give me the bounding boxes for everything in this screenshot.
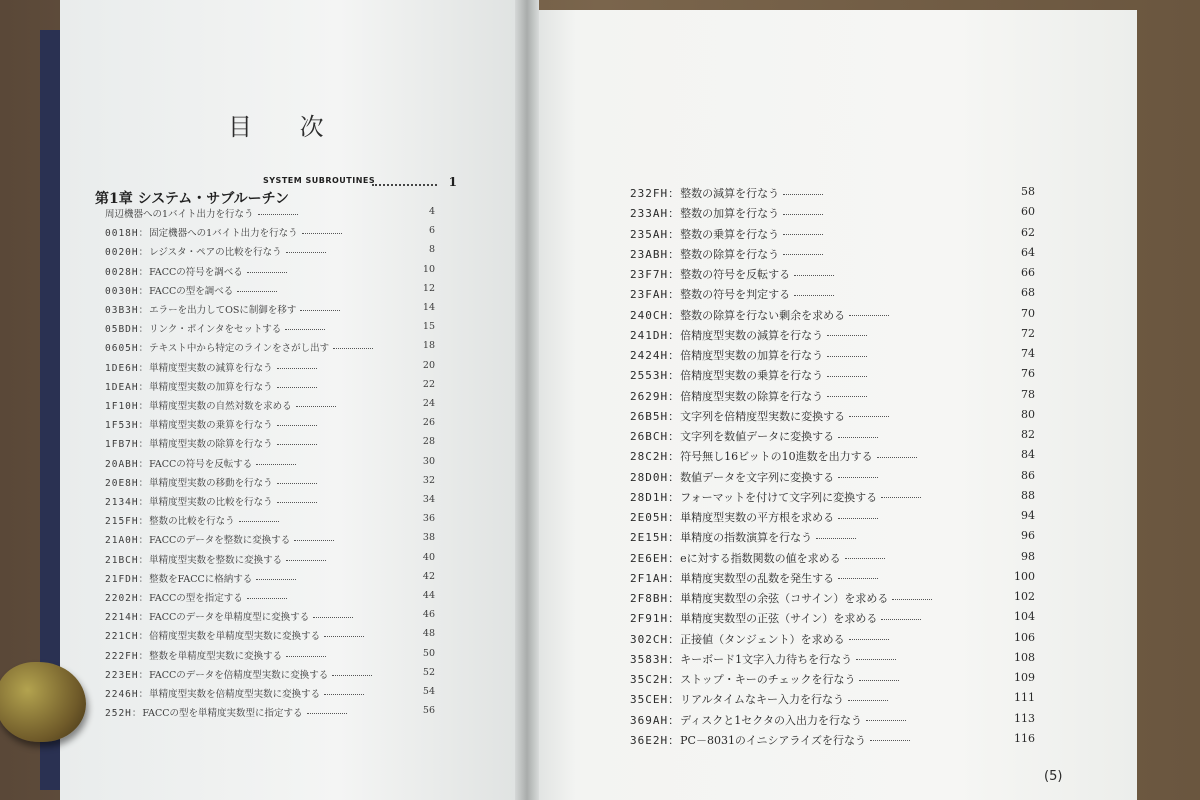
toc-entry-title: 文字列を倍精度型実数に変換する — [680, 409, 846, 423]
page-number: (5) — [1044, 769, 1063, 784]
toc-entry-title: 整数の除算を行なう — [680, 247, 780, 261]
toc-entry-leader — [296, 406, 336, 407]
toc-entry-page: 14 — [422, 302, 435, 313]
toc-entry-code: 2553H： — [630, 369, 681, 383]
toc-entry-code: 21BCH： — [105, 554, 150, 566]
toc-entry — [105, 552, 435, 571]
toc-entry-title: 倍精度型実数の除算を行なう — [680, 389, 824, 403]
toc-entry-title: 整数をFACCに格納する — [149, 573, 253, 585]
toc-entry-code: 215FH： — [105, 516, 150, 528]
toc-entry-title: 単精度型実数の減算を行なう — [149, 362, 273, 374]
toc-entry-code: 05BDH： — [105, 324, 150, 336]
toc-entry-code: 0018H： — [105, 228, 150, 240]
toc-entry-title: 整数の符号を判定する — [680, 288, 791, 302]
toc-entry — [630, 631, 1035, 651]
toc-entry — [105, 264, 435, 283]
toc-entry-title: FACCの型を調べる — [149, 285, 234, 297]
toc-entry — [630, 469, 1035, 489]
toc-entry — [105, 590, 435, 609]
toc-entry-title: 単精度型実数の平方根を求める — [680, 511, 835, 524]
toc-entry-code: 21FDH： — [105, 573, 150, 585]
toc-entry — [105, 244, 435, 263]
toc-entry-page: 42 — [422, 570, 435, 582]
toc-entry-page: 50 — [422, 647, 435, 659]
chapter-heading — [95, 175, 457, 207]
toc-entry — [630, 286, 1035, 306]
toc-entry — [105, 513, 435, 532]
toc-entry-code: 241DH： — [630, 328, 681, 342]
toc-entry — [105, 225, 435, 244]
toc-entry-title: 単精度実数型の余弦（コサイン）を求める — [680, 592, 889, 605]
toc-entry-page: 10 — [422, 263, 435, 275]
toc-entry-leader — [324, 636, 364, 637]
toc-entry-code: 369AH： — [630, 713, 681, 727]
toc-entry — [630, 489, 1035, 509]
toc-entry-page: 6 — [428, 225, 435, 237]
toc-entry-leader — [332, 675, 372, 676]
toc-entry-title: 倍精度型実数の減算を行なう — [680, 328, 824, 342]
toc-entry — [105, 283, 435, 302]
toc-entry-leader — [783, 254, 823, 255]
toc-entry-leader — [794, 295, 834, 296]
toc-entry-leader — [307, 713, 347, 714]
toc-entry-leader — [294, 540, 334, 541]
toc-entry-title: 周辺機器への1バイト出力を行なう — [105, 209, 254, 220]
toc-entry-title: 整数の乗算を行なう — [680, 227, 780, 241]
toc-entry-leader — [827, 356, 867, 357]
toc-entry — [630, 448, 1035, 468]
toc-entry-code: 20E8H： — [105, 477, 150, 489]
toc-entry — [630, 408, 1035, 428]
toc-entry-title: 正接値（タンジェント）を求める — [680, 632, 845, 646]
toc-entry-page: 52 — [422, 666, 435, 678]
toc-entry-code: 2F8BH： — [630, 592, 681, 605]
toc-entry-title: 固定機器への1バイト出力を行なう — [149, 228, 298, 240]
toc-entry-code: 28D1H： — [630, 490, 681, 504]
toc-entry-page: 34 — [422, 494, 435, 505]
toc-entry-leader — [277, 425, 317, 426]
toc-entry-code: 1DEAH： — [105, 381, 150, 393]
toc-entry — [105, 206, 435, 225]
toc-entry-title: リアルタイムなキー入力を行なう — [680, 693, 845, 707]
toc-entry — [630, 610, 1035, 630]
toc-entry-page: 76 — [1021, 367, 1035, 381]
toc-entry-page: 32 — [422, 474, 435, 486]
toc-entry-leader — [859, 680, 899, 681]
toc-entry-page: 15 — [422, 321, 435, 333]
toc-entry-page: 48 — [422, 628, 435, 640]
toc-entry-page: 24 — [422, 398, 435, 409]
toc-entry — [630, 732, 1035, 752]
toc-entry-page: 109 — [1014, 671, 1035, 684]
toc-entry-leader — [333, 348, 373, 349]
toc-entry-title: 単精度型実数を倍精度型実数に変換する — [149, 689, 321, 700]
toc-entry — [105, 321, 435, 340]
toc-entry-code: 21A0H： — [105, 535, 150, 547]
toc-entry-code: 223EH： — [105, 669, 150, 681]
toc-entry-code: 2214H： — [105, 612, 150, 624]
toc-entry-title: 単精度型実数の乗算を行なう — [149, 420, 273, 432]
chapter-page-number: 1 — [448, 175, 457, 189]
toc-entry-title: エラーを出力してOSに制御を移す — [149, 305, 297, 316]
toc-entry-title: FACCの型を単精度実数型に指定する — [142, 708, 303, 720]
toc-entry-page: 54 — [422, 686, 435, 697]
toc-entry-code: 35C2H： — [630, 673, 681, 686]
toc-entry-page: 28 — [422, 436, 435, 448]
toc-entry-page: 26 — [422, 417, 435, 429]
toc-entry-code: 28D0H： — [630, 470, 681, 484]
toc-entry-page: 100 — [1014, 569, 1035, 583]
toc-entry-leader — [881, 619, 921, 620]
toc-entry — [630, 570, 1035, 590]
toc-entry-page: 30 — [422, 455, 435, 467]
toc-entry-code: 03B3H： — [105, 305, 150, 316]
toc-entry-code: 2202H： — [105, 593, 150, 604]
toc-entry-leader — [838, 437, 878, 438]
toc-entry-code: 26BCH： — [630, 430, 681, 443]
toc-entry-page: 56 — [422, 705, 435, 717]
toc-entry-page: 102 — [1014, 590, 1035, 603]
toc-entry-page: 8 — [428, 244, 435, 256]
toc-entry-title: キーボード1文字入力待ちを行なう — [680, 652, 853, 666]
toc-entry — [105, 436, 435, 455]
toc-entry-leader — [838, 578, 878, 579]
toc-entry — [630, 509, 1035, 529]
toc-entry — [105, 475, 435, 494]
toc-entry — [630, 671, 1035, 691]
toc-entry-code: 235AH： — [630, 227, 681, 241]
toc-entry-title: FACCの符号を調べる — [149, 266, 243, 278]
toc-entry-title: 単精度型実数の移動を行なう — [149, 477, 273, 489]
toc-entry-page: 4 — [428, 206, 435, 217]
toc-entry-code: 2F1AH： — [630, 571, 681, 585]
toc-entry — [630, 226, 1035, 246]
toc-entry-code: 0605H： — [105, 343, 150, 355]
toc-entry — [105, 532, 435, 551]
toc-entry-title: 単精度型実数の比較を行なう — [149, 497, 273, 508]
toc-entry-code: 0020H： — [105, 247, 150, 259]
toc-entry-title: 倍精度型実数の乗算を行なう — [680, 369, 824, 383]
chapter-title: 第1章 システム・サブルーチン — [95, 191, 289, 207]
toc-entry-code: 2E05H： — [630, 511, 681, 524]
toc-entry-title: 単精度型実数を整数に変換する — [149, 554, 283, 566]
toc-entry-title: FACCのデータを単精度型に変換する — [149, 612, 310, 624]
toc-entry-leader — [247, 272, 287, 273]
toc-entry-leader — [783, 214, 823, 215]
toc-entry-leader — [256, 579, 296, 580]
toc-entry-page: 70 — [1021, 306, 1035, 320]
toc-entry-leader — [277, 502, 317, 503]
toc-entry-leader — [877, 457, 917, 458]
toc-entry-title: 整数を単精度型実数に変換する — [149, 650, 283, 662]
toc-entry-title: テキスト中から特定のラインをさがし出す — [149, 343, 330, 355]
toc-entry-title: 倍精度型実数の加算を行なう — [680, 349, 824, 362]
toc-entry-page: 111 — [1014, 691, 1035, 705]
toc-entry-leader — [313, 617, 353, 618]
toc-entry-page: 38 — [422, 532, 435, 544]
toc-entry — [105, 360, 435, 379]
toc-entry — [630, 550, 1035, 570]
toc-entry-code: 2E6EH： — [630, 551, 681, 565]
toc-entry — [105, 648, 435, 667]
toc-entry-page: 88 — [1021, 488, 1035, 502]
toc-entry-code: 35CEH： — [630, 693, 681, 707]
toc-entry-page: 18 — [422, 340, 435, 352]
toc-entry-title: 整数の比較を行なう — [149, 516, 235, 528]
chapter-leader-dots — [372, 178, 437, 186]
toc-entry-title: PC－8031のイニシアライズを行なう — [680, 733, 867, 747]
toc-entry-leader — [286, 560, 326, 561]
toc-entry-page: 60 — [1021, 205, 1035, 219]
toc-entry-leader — [302, 233, 342, 234]
toc-entry — [630, 388, 1035, 408]
toc-entry-leader — [892, 599, 932, 600]
toc-entry — [630, 266, 1035, 286]
toc-entry-title: 数値データを文字列に変換する — [680, 470, 835, 484]
toc-entry — [105, 686, 435, 705]
toc-entry-code: 240CH： — [630, 308, 681, 322]
toc-entry-title: 単精度実数型の正弦（サイン）を求める — [680, 612, 878, 626]
toc-entry-title: eに対する指数関数の値を求める — [680, 551, 841, 565]
toc-entry-page: 104 — [1014, 610, 1035, 624]
toc-entry-title: FACCの符号を反転する — [149, 458, 253, 470]
toc-entry-leader — [845, 558, 885, 559]
toc-entry — [630, 327, 1035, 347]
toc-entry-leader — [277, 483, 317, 484]
toc-list-left — [105, 206, 435, 726]
toc-entry-title: 単精度型実数の加算を行なう — [149, 381, 273, 393]
toc-entry — [105, 494, 435, 513]
toc-entry-title: 単精度の指数演算を行なう — [680, 531, 813, 545]
toc-entry-title: ストップ・キーのチェックを行なう — [680, 673, 856, 686]
toc-entry-title: 単精度実数型の乱数を発生する — [680, 571, 835, 585]
toc-entry-title: 単精度型実数の除算を行なう — [149, 439, 273, 451]
toc-entry — [105, 340, 435, 359]
toc-entry-title: フォーマットを付けて文字列に変換する — [680, 490, 878, 504]
toc-entry-title: 符号無し16ビットの10進数を出力する — [680, 450, 873, 464]
toc-entry-leader — [848, 700, 888, 701]
toc-entry-page: 96 — [1021, 529, 1035, 543]
toc-entry-code: 2F91H： — [630, 612, 681, 626]
toc-entry-page: 84 — [1021, 448, 1035, 462]
toc-entry — [630, 691, 1035, 711]
toc-entry — [630, 712, 1035, 732]
toc-entry-title: リンク・ポインタをセットする — [149, 324, 282, 336]
toc-entry — [630, 367, 1035, 387]
book-gutter — [515, 0, 539, 800]
toc-entry — [630, 347, 1035, 367]
toc-entry-page: 74 — [1021, 347, 1035, 360]
toc-entry-page: 116 — [1014, 731, 1035, 745]
toc-entry-page: 64 — [1021, 245, 1035, 259]
toc-entry-title: 文字列を数値データに変換する — [680, 430, 835, 443]
toc-entry — [630, 590, 1035, 610]
toc-entry-code: 23ABH： — [630, 247, 681, 261]
toc-entry-page: 113 — [1014, 711, 1035, 725]
toc-entry-page: 36 — [422, 513, 435, 525]
toc-entry — [630, 185, 1035, 205]
toc-entry-page: 66 — [1021, 266, 1035, 279]
toc-entry-code: 233AH： — [630, 207, 681, 221]
toc-entry-page: 108 — [1014, 650, 1035, 664]
toc-entry-leader — [300, 310, 340, 311]
toc-entry — [630, 529, 1035, 549]
toc-entry-leader — [866, 720, 906, 721]
toc-entry-title: 整数の除算を行ない剰余を求める — [680, 308, 846, 322]
toc-entry-code: 1FB7H： — [105, 439, 150, 451]
toc-entry-leader — [247, 598, 287, 599]
toc-entry-title: FACCのデータを倍精度型実数に変換する — [149, 669, 329, 681]
toc-entry-leader — [827, 335, 867, 336]
toc-entry-code: 221CH： — [105, 631, 150, 643]
toc-entry-title: 整数の加算を行なう — [680, 207, 780, 221]
toc-entry-leader — [881, 497, 921, 498]
toc-entry-page: 22 — [422, 378, 435, 390]
toc-entry-page: 94 — [1021, 509, 1035, 522]
toc-list-right — [630, 185, 1035, 745]
toc-entry — [630, 428, 1035, 448]
toc-entry-leader — [827, 376, 867, 377]
toc-entry-leader — [286, 656, 326, 657]
toc-entry-page: 12 — [422, 282, 435, 294]
toc-entry-code: 2E15H： — [630, 531, 681, 545]
toc-entry — [105, 609, 435, 628]
toc-entry — [630, 246, 1035, 266]
toc-entry-leader — [256, 464, 296, 465]
toc-entry-page: 72 — [1021, 326, 1035, 340]
toc-entry-page: 46 — [422, 609, 435, 621]
toc-title: 目 次 — [228, 113, 344, 141]
toc-entry-title: 整数の減算を行なう — [680, 187, 780, 200]
toc-entry-page: 98 — [1021, 549, 1035, 563]
toc-entry-page: 40 — [422, 551, 435, 563]
toc-entry-code: 23FAH： — [630, 288, 681, 302]
toc-entry-title: ディスクと1セクタの入出力を行なう — [680, 713, 863, 727]
toc-entry — [105, 302, 435, 321]
toc-entry-leader — [870, 740, 910, 741]
toc-entry-code: 1DE6H： — [105, 362, 150, 374]
toc-entry-leader — [849, 639, 889, 640]
toc-entry-leader — [849, 315, 889, 316]
toc-entry-page: 44 — [422, 590, 435, 601]
toc-entry — [105, 571, 435, 590]
toc-entry — [105, 398, 435, 417]
toc-entry-code: 0030H： — [105, 285, 150, 297]
toc-entry-leader — [816, 538, 856, 539]
toc-entry-page: 78 — [1021, 387, 1035, 401]
toc-entry — [630, 651, 1035, 671]
toc-entry-leader — [285, 329, 325, 330]
toc-entry-page: 80 — [1021, 407, 1035, 421]
toc-entry-page: 82 — [1021, 428, 1035, 441]
toc-entry-code: 252H： — [105, 708, 143, 720]
toc-entry-code: 36E2H： — [630, 733, 681, 747]
toc-entry-leader — [783, 194, 823, 195]
toc-entry-code: 2134H： — [105, 497, 150, 508]
toc-entry-leader — [794, 275, 834, 276]
toc-entry-leader — [277, 387, 317, 388]
toc-entry — [105, 379, 435, 398]
toc-entry-title: FACCのデータを整数に変換する — [149, 535, 291, 547]
toc-entry-code: 26B5H： — [630, 409, 681, 423]
toc-entry-code: 2629H： — [630, 389, 681, 403]
toc-entry-leader — [783, 234, 823, 235]
toc-entry-code: 3583H： — [630, 652, 681, 666]
toc-entry-leader — [838, 477, 878, 478]
toc-entry-code: 0028H： — [105, 266, 150, 278]
toc-entry-page: 68 — [1021, 286, 1035, 300]
toc-entry — [105, 456, 435, 475]
toc-entry-page: 106 — [1014, 630, 1035, 644]
toc-entry — [105, 705, 435, 724]
toc-entry-title: 単精度型実数の自然対数を求める — [149, 401, 292, 412]
toc-entry-leader — [258, 214, 298, 215]
toc-entry-leader — [827, 396, 867, 397]
toc-entry-code: 28C2H： — [630, 450, 681, 464]
toc-entry-leader — [838, 518, 878, 519]
toc-entry-leader — [239, 521, 279, 522]
toc-entry-title: FACCの型を指定する — [149, 593, 243, 604]
toc-entry-code: 232FH： — [630, 187, 681, 200]
toc-entry-title: レジスタ・ペアの比較を行なう — [149, 247, 282, 259]
toc-entry-leader — [856, 659, 896, 660]
toc-entry — [630, 205, 1035, 225]
toc-entry — [630, 307, 1035, 327]
toc-entry-title: 整数の符号を反転する — [680, 268, 791, 281]
toc-entry-code: 20ABH： — [105, 458, 150, 470]
toc-entry-code: 222FH： — [105, 650, 150, 662]
toc-entry-code: 2424H： — [630, 349, 681, 362]
toc-entry-page: 58 — [1021, 185, 1035, 198]
chapter-subtitle: SYSTEM SUBROUTINES — [263, 176, 376, 185]
toc-entry-leader — [324, 694, 364, 695]
toc-entry-leader — [277, 444, 317, 445]
toc-entry-code: 302CH： — [630, 632, 681, 646]
toc-entry-code: 23F7H： — [630, 268, 681, 281]
toc-entry-page: 86 — [1021, 468, 1035, 482]
toc-entry-code: 1F10H： — [105, 401, 150, 412]
toc-entry — [105, 628, 435, 647]
toc-entry-code: 2246H： — [105, 689, 150, 700]
toc-entry-page: 20 — [422, 359, 435, 371]
toc-entry — [105, 417, 435, 436]
toc-entry-leader — [237, 291, 277, 292]
toc-entry-leader — [277, 368, 317, 369]
toc-entry-leader — [849, 416, 889, 417]
toc-entry-code: 1F53H： — [105, 420, 150, 432]
toc-entry-leader — [286, 252, 326, 253]
toc-entry — [105, 667, 435, 686]
toc-entry-title: 倍精度型実数を単精度型実数に変換する — [149, 631, 321, 643]
toc-entry-page: 62 — [1021, 225, 1035, 239]
